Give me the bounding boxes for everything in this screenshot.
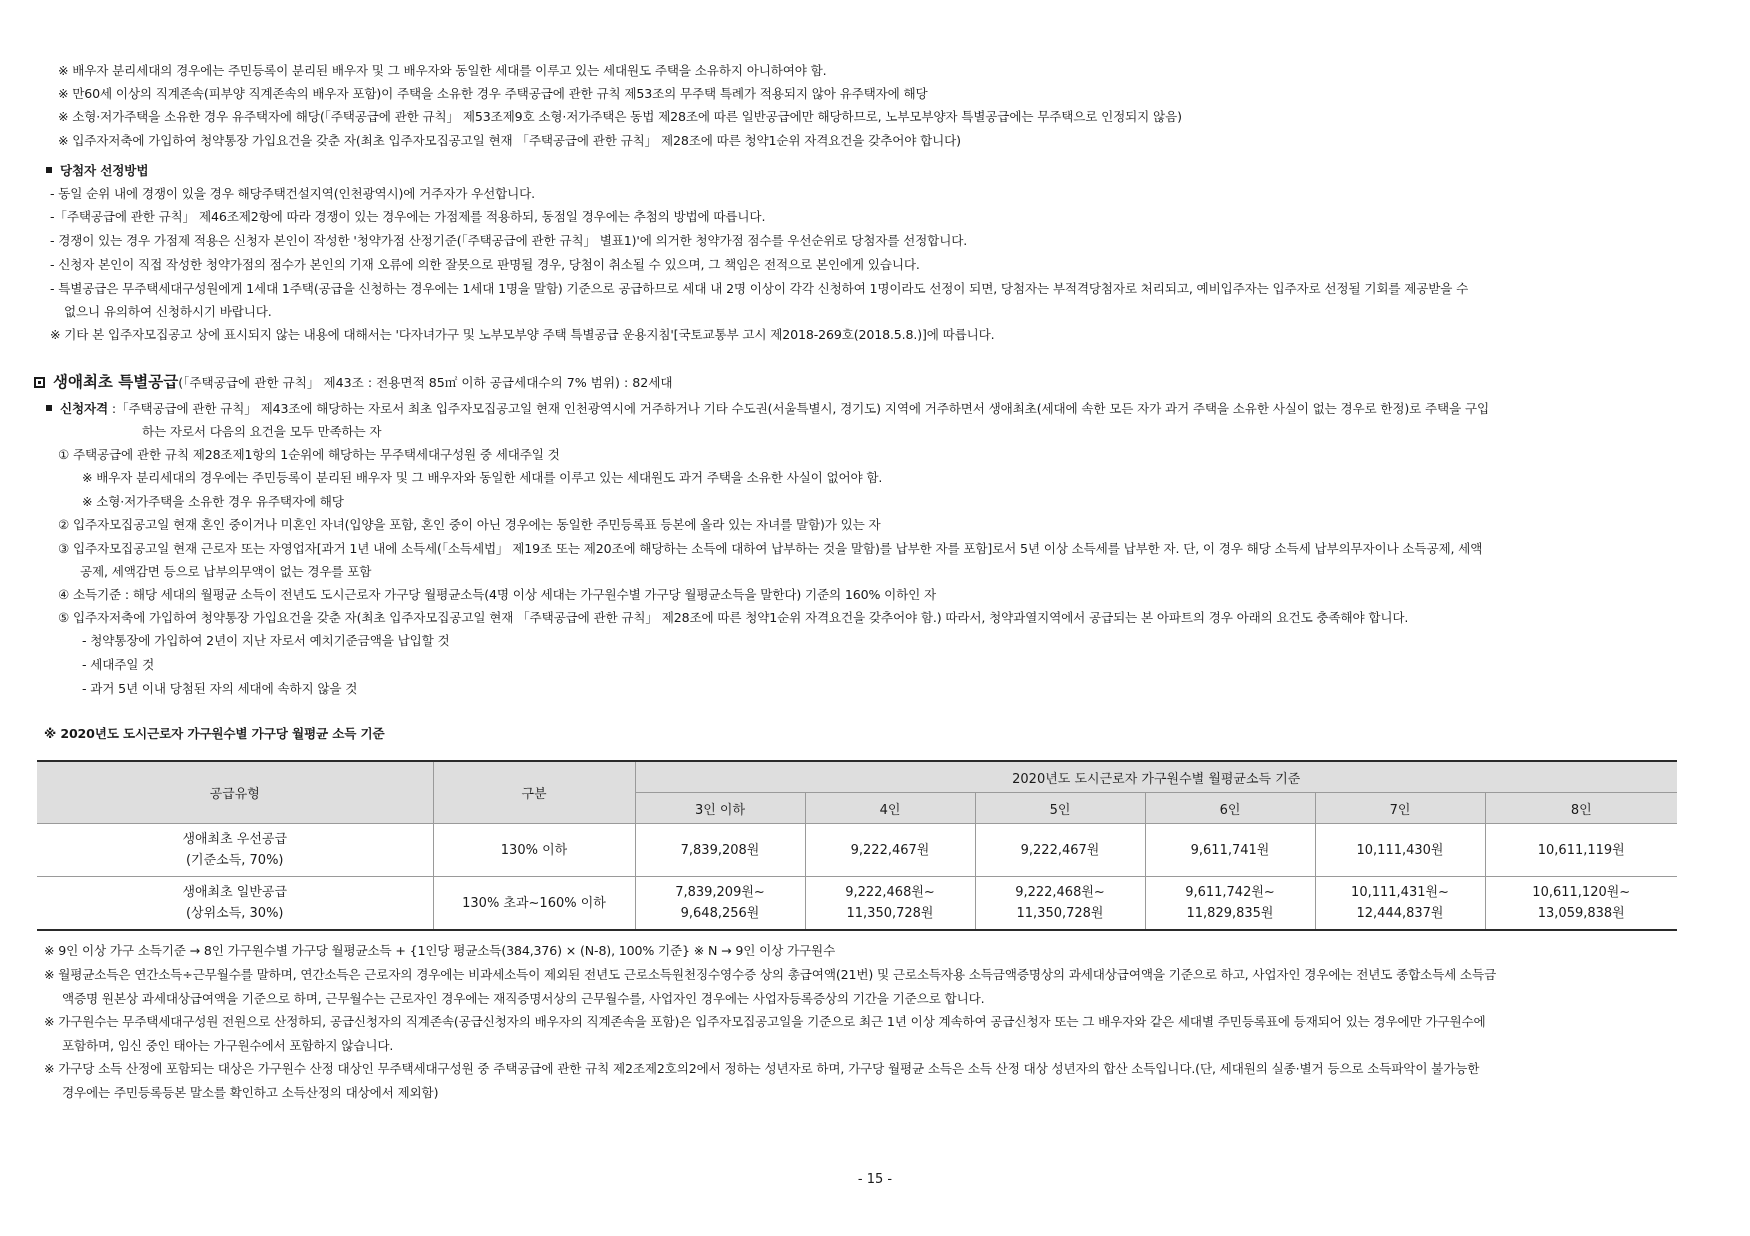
footnote-line: ※ 9인 이상 가구 소득기준 → 8인 가구원수별 가구당 월평균소득 + {1인당 평균소득(384,376) × (N-8), 100% 기준} ※ N → 9인 이상 가구원수 xyxy=(44,943,836,958)
footnote-line: ※ 가구원수는 무주택세대구성원 전원으로 산정하되, 공급신청자의 직계존속(공급신청자의 배우자의 직계존속을 포함)은 입주자모집공고일을 기준으로 최근 1년 이상 계속하여 공급신청자 또는 그 배우자와 같은 세대별 주민등록표에 등재되어 있는 경우에만 가구원수에 xyxy=(44,1014,1486,1029)
square-bullet-icon xyxy=(46,405,52,411)
requirement-item: ④ 소득기준 : 해당 세대의 월평균 소득이 전년도 도시근로자 가구당 월평균소득(4명 이상 세대는 가구원수별 가구당 월평균소득을 말한다) 기준의 160% 이하인 자 xyxy=(58,587,937,602)
income-cell: 10,111,431원~ 12,444,837원 xyxy=(1315,877,1485,931)
qualify-line: 신청자격 :「주택공급에 관한 규칙」 제43조에 해당하는 자로서 최초 입주자모집공고일 현재 인천광역시에 거주하거나 기타 수도권(서울특별시, 경기도) 지역에 거주하면서 생애최초(세대에 속한 모든 자가 과거 주택을 소유한 사실이 없는 경우로 한정)로 주택을 구입 xyxy=(46,400,1489,418)
selection-item: - 특별공급은 무주택세대구성원에게 1세대 1주택(공급을 신청하는 경우에는 1세대 1명을 말함) 기준으로 공급하므로 세대 내 2명 이상이 각각 신청하여 1명이라도 선정이 되면, 당첨자는 부적격당첨자로 처리되고, 예비입주자는 입주자로 선정될 기회를 제공받을 수 xyxy=(50,281,1469,296)
footnote-line: ※ 월평균소득은 연간소득÷근무월수를 말하며, 연간소득은 근로자의 경우에는 비과세소득이 제외된 전년도 근로소득원천징수영수증 상의 총급여액(21번) 및 근로소득자용 소득금액증명상의 과세대상급여액을 기준으로 하고, 사업자인 경우에는 전년도 종합소득세 소득금 xyxy=(44,967,1497,982)
table-row xyxy=(37,877,1677,931)
selection-heading: 당첨자 선정방법 xyxy=(46,162,148,180)
income-cell: 9,222,467원 xyxy=(805,824,975,877)
requirement-item: ① 주택공급에 관한 규칙 제28조제1항의 1순위에 해당하는 무주택세대구성원 중 세대주일 것 xyxy=(58,447,560,462)
header-household-size: 5인 xyxy=(975,793,1145,824)
square-bullet-icon xyxy=(46,167,52,173)
income-cell: 9,611,742원~ 11,829,835원 xyxy=(1145,877,1315,931)
selection-item: -「주택공급에 관한 규칙」 제46조제2항에 따라 경쟁이 있는 경우에는 가점제를 적용하되, 동점일 경우에는 추첨의 방법에 따릅니다. xyxy=(50,209,766,224)
selection-item: ※ 기타 본 입주자모집공고 상에 표시되지 않는 내용에 대해서는 '다자녀가구 및 노부모부양 주택 특별공급 운용지침'[국토교통부 고시 제2018-269호(2018.5.8.)]에 따릅니다. xyxy=(50,327,995,342)
selection-item: - 신청자 본인이 직접 작성한 청약가점의 점수가 본인의 기재 오류에 의한 잘못으로 판명될 경우, 당첨이 취소될 수 있으며, 그 책임은 전적으로 본인에게 있습니다. xyxy=(50,257,920,272)
income-cell: 10,611,119원 xyxy=(1485,824,1677,877)
income-cell: 9,222,468원~ 11,350,728원 xyxy=(975,877,1145,931)
income-cell: 9,611,741원 xyxy=(1145,824,1315,877)
selection-item: - 경쟁이 있는 경우 가점제 적용은 신청자 본인이 작성한 '청약가점 산정기준(「주택공급에 관한 규칙」 별표1)'에 의거한 청약가점 점수를 우선순위로 당첨자를 선정합니다. xyxy=(50,233,968,248)
header-income-standard: 2020년도 도시근로자 가구원수별 월평균소득 기준 xyxy=(635,761,1677,793)
income-cell: 7,839,209원~ 9,648,256원 xyxy=(635,877,805,931)
page-number: - 15 - xyxy=(857,1172,893,1187)
footnote-line: 포함하며, 임신 중인 태아는 가구원수에서 포함하지 않습니다. xyxy=(62,1038,394,1053)
division-cell: 130% 초과~160% 이하 xyxy=(433,877,635,931)
header-household-size: 8인 xyxy=(1485,793,1677,824)
requirement-item: ③ 입주자모집공고일 현재 근로자 또는 자영업자[과거 1년 내에 소득세(「소득세법」 제19조 또는 제20조에 해당하는 소득에 대하여 납부하는 것을 말함)를 납부한 자를 포함]로서 5년 이상 소득세를 납부한 자. 단, 이 경우 해당 소득세 납부의무자이나 소득공제, 세액 xyxy=(58,541,1483,556)
note-line: ※ 소형·저가주택을 소유한 경우 유주택자에 해당(「주택공급에 관한 규칙」 제53조제9호 소형·저가주택은 동법 제28조에 따른 일반공급에만 해당하므로, 노부모부양자 특별공급에는 무주택으로 인정되지 않음) xyxy=(58,109,1182,124)
requirement-item: 공제, 세액감면 등으로 납부의무액이 없는 경우를 포함 xyxy=(80,564,372,579)
requirement-item: ② 입주자모집공고일 현재 혼인 중이거나 미혼인 자녀(입양을 포함, 혼인 중이 아닌 경우에는 동일한 주민등록표 등본에 올라 있는 자녀를 말함)가 있는 자 xyxy=(58,517,881,532)
division-cell: 130% 이하 xyxy=(433,824,635,877)
income-cell: 7,839,208원 xyxy=(635,824,805,877)
income-cell: 9,222,467원 xyxy=(975,824,1145,877)
square-box-icon xyxy=(34,377,45,388)
requirement-sub: - 세대주일 것 xyxy=(82,657,155,672)
header-household-size: 4인 xyxy=(805,793,975,824)
requirement-sub: - 과거 5년 이내 당첨된 자의 세대에 속하지 않을 것 xyxy=(82,681,358,696)
selection-item: 없으니 유의하여 신청하시기 바랍니다. xyxy=(64,304,272,319)
note-line: ※ 만60세 이상의 직계존속(피부양 직계존속의 배우자 포함)이 주택을 소유한 경우 주택공급에 관한 규칙 제53조의 무주택 특례가 적용되지 않아 유주택자에 해당 xyxy=(58,86,928,101)
table-row xyxy=(37,824,1677,877)
supply-type-cell: 생애최초 우선공급 (기준소득, 70%) xyxy=(37,824,433,877)
income-table xyxy=(37,760,1677,931)
supply-type-cell: 생애최초 일반공급 (상위소득, 30%) xyxy=(37,877,433,931)
income-cell: 10,111,430원 xyxy=(1315,824,1485,877)
header-household-size: 6인 xyxy=(1145,793,1315,824)
requirement-note: ※ 배우자 분리세대의 경우에는 주민등록이 분리된 배우자 및 그 배우자와 동일한 세대를 이루고 있는 세대원도 과거 주택을 소유한 사실이 없어야 함. xyxy=(82,470,883,485)
requirement-sub: - 청약통장에 가입하여 2년이 지난 자로서 예치기준금액을 납입할 것 xyxy=(82,633,450,648)
selection-item: - 동일 순위 내에 경쟁이 있을 경우 해당주택건설지역(인천광역시)에 거주자가 우선합니다. xyxy=(50,186,536,201)
income-cell: 10,611,120원~ 13,059,838원 xyxy=(1485,877,1677,931)
footnote-line: 경우에는 주민등록등본 말소를 확인하고 소득산정의 대상에서 제외함) xyxy=(62,1085,439,1100)
footnote-line: 액증명 원본상 과세대상급여액을 기준으로 하며, 근무월수는 근로자인 경우에는 재직증명서상의 근무월수를, 사업자인 경우에는 사업자등록증상의 기간을 기준으로 합니다. xyxy=(62,991,985,1006)
qualify-line: 하는 자로서 다음의 요건을 모두 만족하는 자 xyxy=(142,424,382,439)
income-cell: 9,222,468원~ 11,350,728원 xyxy=(805,877,975,931)
header-household-size: 7인 xyxy=(1315,793,1485,824)
header-division: 구분 xyxy=(433,761,635,824)
table-caption: ※ 2020년도 도시근로자 가구원수별 가구당 월평균 소득 기준 xyxy=(44,726,385,741)
header-supply-type: 공급유형 xyxy=(37,761,433,824)
note-line: ※ 배우자 분리세대의 경우에는 주민등록이 분리된 배우자 및 그 배우자와 동일한 세대를 이루고 있는 세대원도 주택을 소유하지 아니하여야 함. xyxy=(58,63,827,78)
header-household-size: 3인 이하 xyxy=(635,793,805,824)
footnote-line: ※ 가구당 소득 산정에 포함되는 대상은 가구원수 산정 대상인 무주택세대구성원 중 주택공급에 관한 규칙 제2조제2호의2에서 정하는 성년자로 하며, 가구당 월평균 소득은 소득 산정 대상 성년자의 합산 소득입니다.(단, 세대원의 실종·별거 등으로 소득파악이 불가능한 xyxy=(44,1061,1480,1076)
note-line: ※ 입주자저축에 가입하여 청약통장 가입요건을 갖춘 자(최초 입주자모집공고일 현재 「주택공급에 관한 규칙」 제28조에 따른 청약1순위 자격요건을 갖추어야 합니다) xyxy=(58,133,961,148)
requirement-item: ⑤ 입주자저축에 가입하여 청약통장 가입요건을 갖춘 자(최초 입주자모집공고일 현재 「주택공급에 관한 규칙」 제28조에 따른 청약1순위 자격요건을 갖추어야 함.) 따라서, 청약과열지역에서 공급되는 본 아파트의 경우 아래의 요건도 충족해야 합니다. xyxy=(58,610,1409,625)
section-title: 생애최초 특별공급(「주택공급에 관한 규칙」 제43조 : 전용면적 85㎡ 이하 공급세대수의 7% 범위) : 82세대 xyxy=(34,372,673,393)
requirement-note: ※ 소형·저가주택을 소유한 경우 유주택자에 해당 xyxy=(82,494,344,509)
